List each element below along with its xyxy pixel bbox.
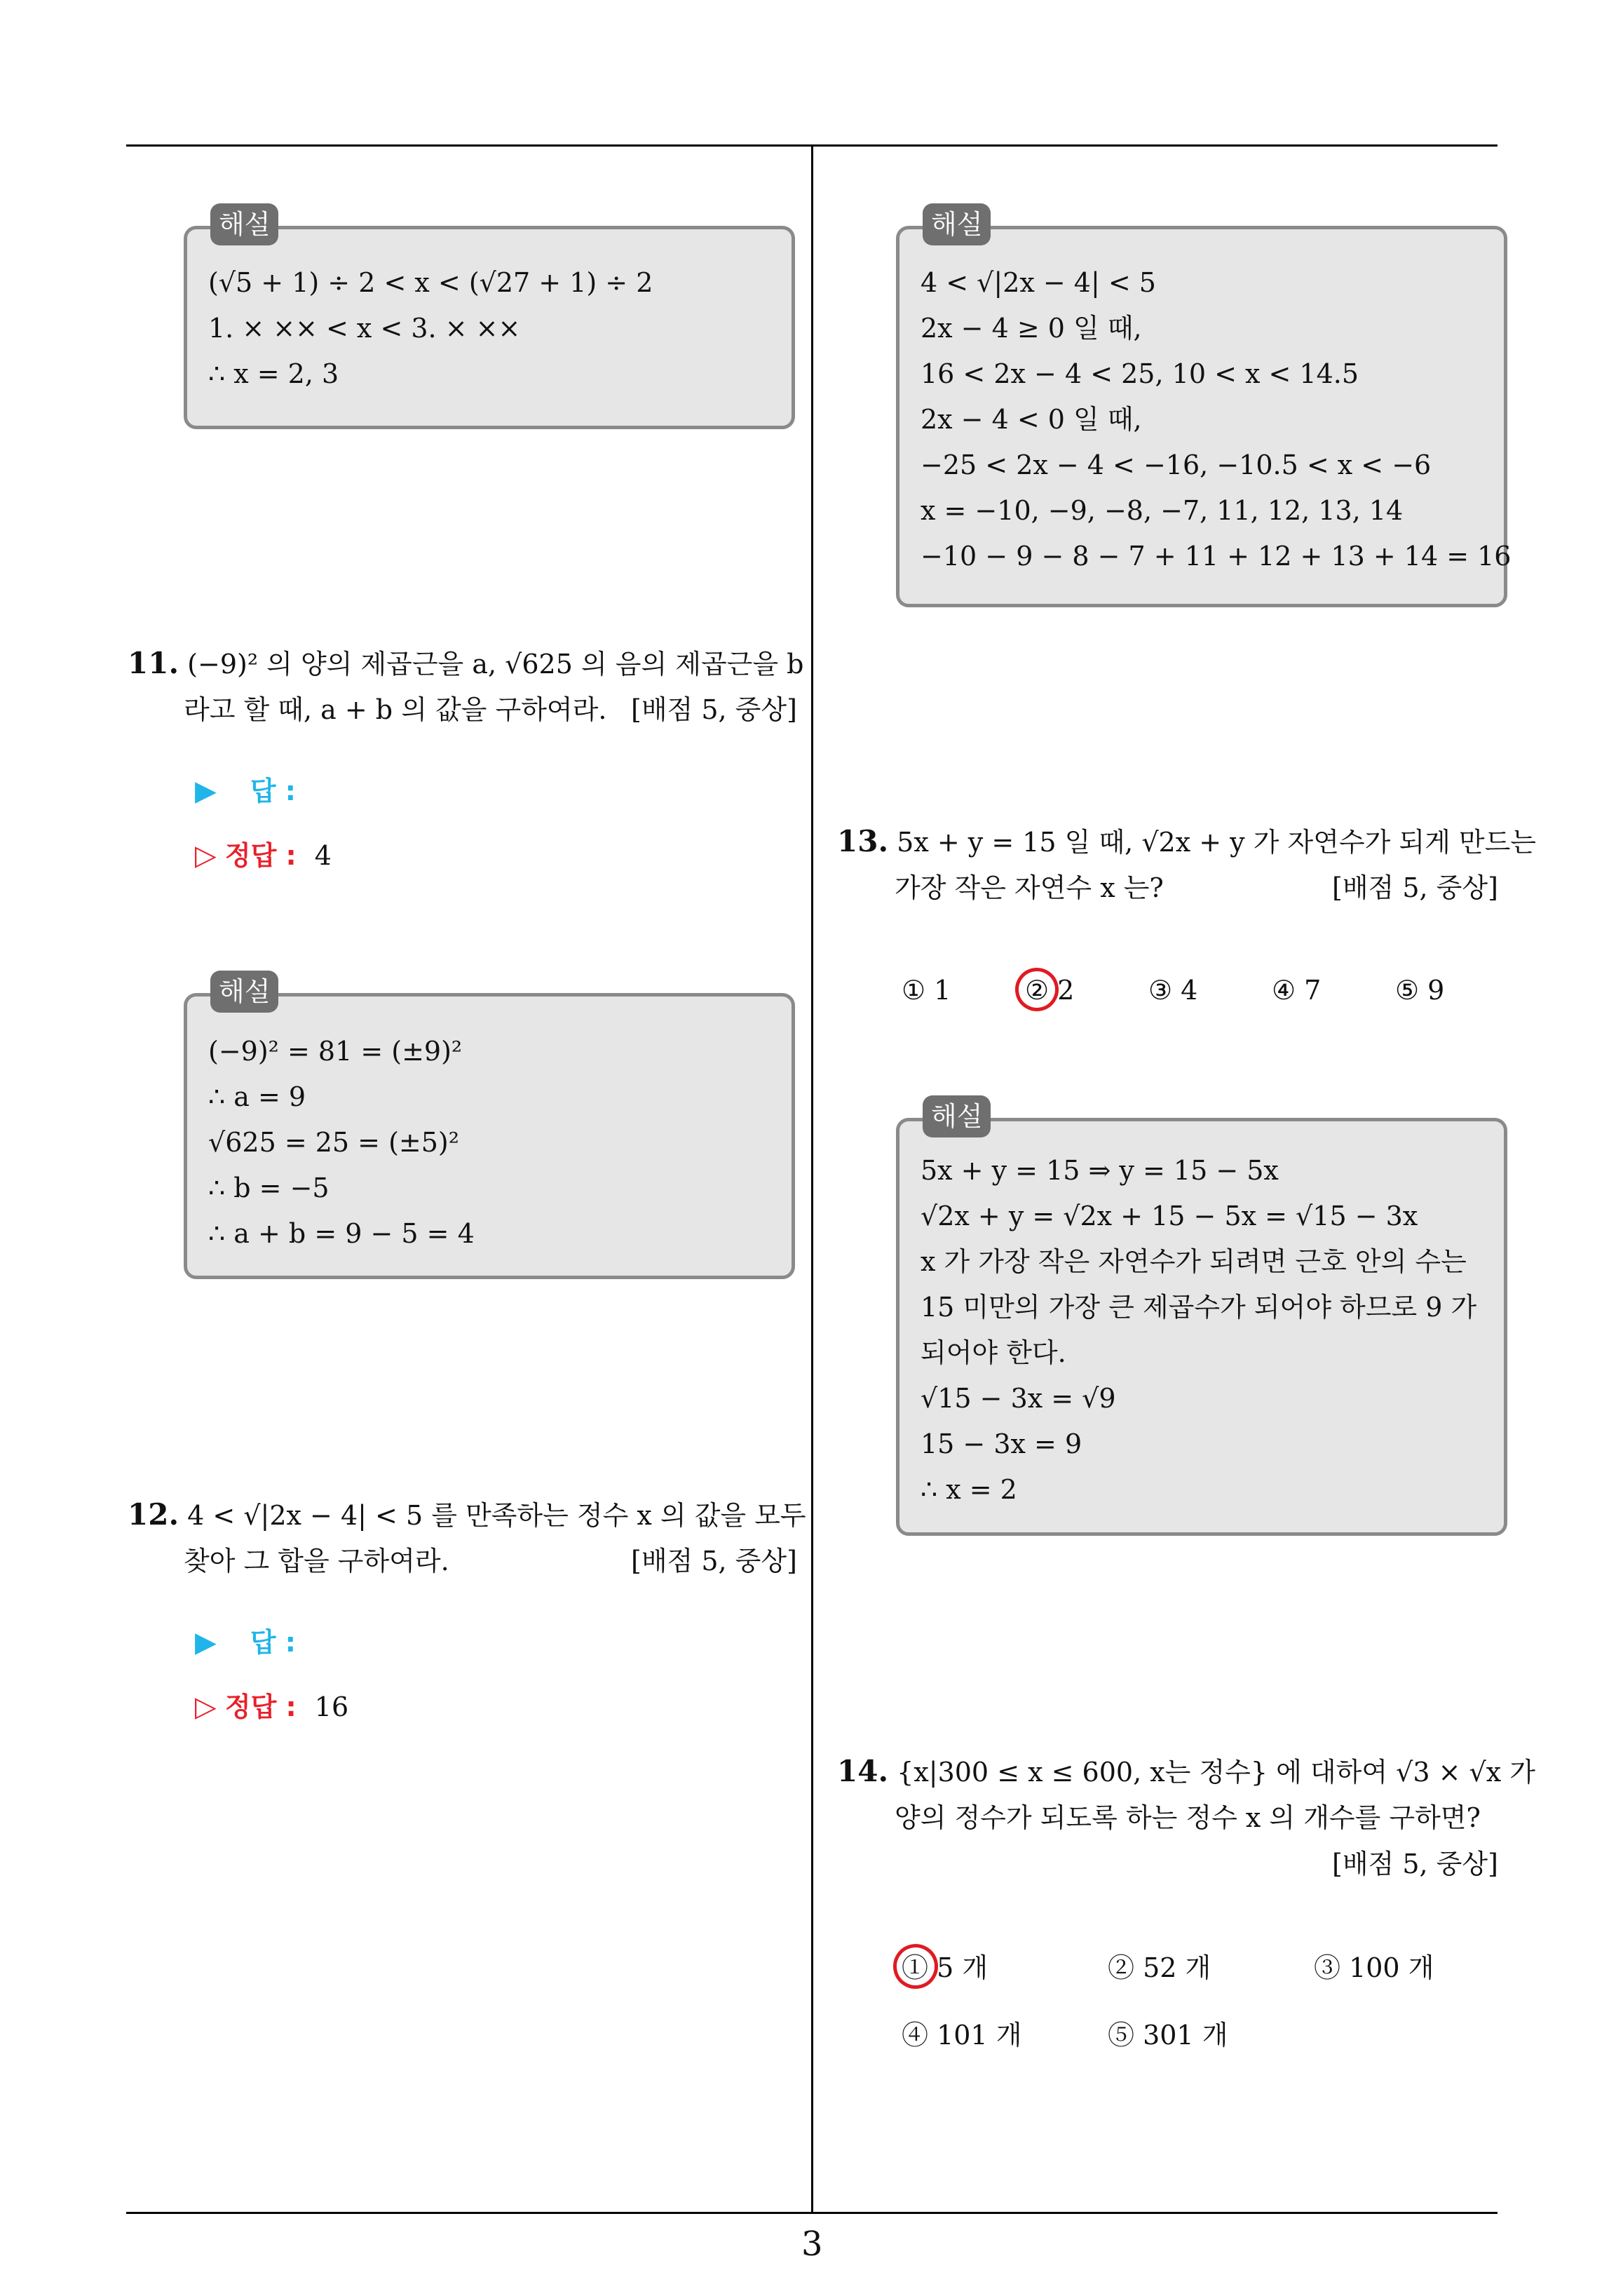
play-icon: ▶: [195, 1626, 217, 1659]
solution-line: 15 미만의 가장 큰 제곱수가 되어야 하므로 9 가: [921, 1292, 1477, 1323]
question-meta: [배점 5, 중상]: [631, 1546, 797, 1576]
question-text: (−9)² 의 양의 제곱근을 a, √625 의 음의 제곱근을 b: [187, 649, 804, 680]
question-12-line2: [184, 1544, 449, 1578]
question-number: 11.: [128, 646, 179, 680]
outline-play-icon: ▷: [195, 1691, 217, 1723]
question-text: 양의 정수가 되도록 하는 정수 x 의 개수를 구하면?: [895, 1802, 1481, 1833]
solution-line: √625 = 25 = (±5)²: [208, 1127, 459, 1158]
bottom-rule: [126, 2212, 1498, 2214]
choice-2[interactable]: ② 2: [1025, 975, 1075, 1006]
choice-1[interactable]: ① 5 개: [902, 1952, 989, 1983]
solution-line: ∴ x = 2: [921, 1474, 1017, 1505]
answer-label: 답 :: [250, 776, 296, 806]
correct-answer-row: [195, 1690, 348, 1724]
choice-1[interactable]: ① 1: [902, 975, 951, 1006]
question-text: {x|300 ≤ x ≤ 600, x는 정수} 에 대하여 √3 × √x 가: [897, 1757, 1535, 1788]
answer-row: [195, 774, 296, 808]
solution-box-10: [184, 226, 795, 429]
choice-4[interactable]: ④ 101 개: [902, 2020, 1022, 2051]
question-13-line1: [837, 825, 1536, 859]
solution-line: √15 − 3x = √9: [921, 1383, 1116, 1414]
correct-value: 4: [314, 840, 332, 871]
selected-answer-circle: [889, 1940, 942, 1993]
question-14-line1: [837, 1755, 1535, 1789]
answer-label: 답 :: [250, 1627, 296, 1658]
question-text: 5x + y = 15 일 때, √2x + y 가 자연수가 되게 만드는: [897, 827, 1537, 858]
question-text: 찾아 그 합을 구하여라.: [184, 1546, 449, 1576]
solution-line: −25 < 2x − 4 < −16, −10.5 < x < −6: [921, 450, 1432, 480]
question-number: 14.: [837, 1754, 889, 1788]
solution-line: 16 < 2x − 4 < 25, 10 < x < 14.5: [921, 358, 1359, 389]
solution-line: ∴ a = 9: [208, 1081, 306, 1112]
question-meta: [배점 5, 중상]: [1332, 1849, 1498, 1879]
solution-line: 5x + y = 15 ⇒ y = 15 − 5x: [921, 1155, 1279, 1186]
outline-play-icon: ▷: [195, 839, 217, 872]
solution-line: ∴ b = −5: [208, 1173, 330, 1203]
question-13-line2: [895, 871, 1164, 905]
question-meta: [배점 5, 중상]: [631, 694, 797, 725]
solution-line: 2x − 4 ≥ 0 일 때,: [921, 313, 1142, 344]
choice-4[interactable]: ④ 7: [1272, 975, 1322, 1006]
solution-tag: 해설: [923, 1095, 991, 1137]
correct-label: 정답 :: [224, 1691, 297, 1722]
question-12-line1: [128, 1498, 806, 1532]
solution-box-12: [896, 226, 1512, 607]
selected-answer-circle: [1011, 964, 1063, 1015]
solution-line: 되어야 한다.: [921, 1337, 1066, 1368]
solution-box-13: [896, 1118, 1507, 1536]
choice-3[interactable]: ③ 100 개: [1314, 1952, 1434, 1983]
play-icon: ▶: [195, 775, 217, 807]
solution-tag: 해설: [923, 203, 991, 245]
page-number: 3: [801, 2224, 823, 2264]
choice-5[interactable]: ⑤ 301 개: [1108, 2020, 1228, 2051]
question-11-line2: [184, 693, 606, 727]
choice-3[interactable]: ③ 4: [1148, 975, 1198, 1006]
question-meta: [배점 5, 중상]: [1332, 872, 1498, 903]
question-number: 12.: [128, 1497, 179, 1532]
choice-2[interactable]: ② 52 개: [1108, 1952, 1211, 1983]
correct-answer-row: [195, 839, 332, 872]
solution-line: √2x + y = √2x + 15 − 5x = √15 − 3x: [921, 1201, 1418, 1231]
solution-line: x 가 가장 작은 자연수가 되려면 근호 안의 수는: [921, 1246, 1467, 1277]
question-text: 4 < √|2x − 4| < 5 를 만족하는 정수 x 의 값을 모두: [187, 1500, 806, 1531]
question-text: 가장 작은 자연수 x 는?: [895, 872, 1164, 903]
question-number: 13.: [837, 824, 889, 858]
correct-label: 정답 :: [224, 840, 297, 871]
solution-tag: 해설: [210, 971, 278, 1013]
solution-line: −10 − 9 − 8 − 7 + 11 + 12 + 13 + 14 = 16: [921, 541, 1512, 572]
solution-line: 15 − 3x = 9: [921, 1429, 1082, 1459]
solution-line: x = −10, −9, −8, −7, 11, 12, 13, 14: [921, 495, 1404, 526]
solution-line: 2x − 4 < 0 일 때,: [921, 404, 1142, 435]
solution-line: (−9)² = 81 = (±9)²: [208, 1036, 463, 1067]
solution-line: 4 < √|2x − 4| < 5: [921, 267, 1156, 298]
solution-line: (√5 + 1) ÷ 2 < x < (√27 + 1) ÷ 2: [208, 267, 653, 298]
solution-line: ∴ x = 2, 3: [208, 358, 339, 389]
column-divider: [811, 144, 813, 2213]
question-11-line1: [128, 647, 804, 681]
solution-tag: 해설: [210, 203, 278, 245]
choice-5[interactable]: ⑤ 9: [1395, 975, 1445, 1006]
solution-line: 1. × ×× < x < 3. × ××: [208, 313, 521, 344]
question-text: 라고 할 때, a + b 의 값을 구하여라.: [184, 694, 607, 725]
correct-value: 16: [314, 1691, 349, 1722]
solution-line: ∴ a + b = 9 − 5 = 4: [208, 1218, 475, 1249]
question-14-line2: [895, 1801, 1481, 1835]
solution-box-11: [184, 993, 795, 1279]
answer-row: [195, 1626, 296, 1659]
